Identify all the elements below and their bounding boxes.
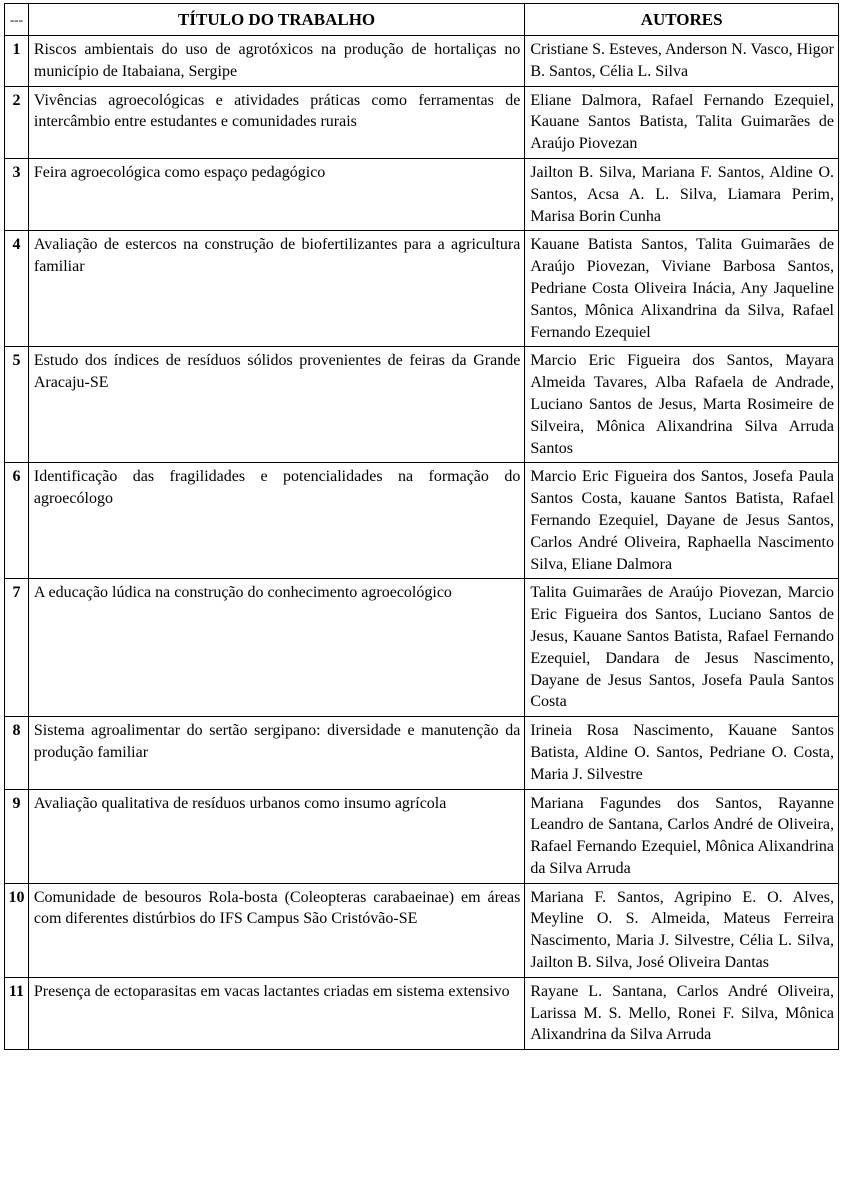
table-row (5, 158, 839, 230)
row-number: 10 (5, 883, 29, 977)
row-number: 6 (5, 463, 29, 579)
work-authors: Jailton B. Silva, Mariana F. Santos, Aldine O. Santos, Acsa A. L. Silva, Liamara Perim, Marisa Borin Cunha (525, 158, 839, 230)
row-number: 4 (5, 231, 29, 347)
work-authors: Talita Guimarães de Araújo Piovezan, Marcio Eric Figueira dos Santos, Luciano Santos de Jesus, Kauane Santos Batista, Rafael Fernando Ezequiel, Dandara de Jesus Nascimento, Dayane de Jesus Santos, Josefa Paula Santos Costa (525, 579, 839, 717)
table-row (5, 231, 839, 347)
header-title: TÍTULO DO TRABALHO (28, 4, 524, 36)
work-title: Avaliação qualitativa de resíduos urbanos como insumo agrícola (28, 789, 524, 883)
work-title: Comunidade de besouros Rola-bosta (Coleopteras carabaeinae) em áreas com diferentes distúrbios do IFS Campus São Cristóvão-SE (28, 883, 524, 977)
row-number: 2 (5, 86, 29, 158)
work-title: Estudo dos índices de resíduos sólidos provenientes de feiras da Grande Aracaju-SE (28, 347, 524, 463)
table-row (5, 463, 839, 579)
work-authors: Cristiane S. Esteves, Anderson N. Vasco, Higor B. Santos, Célia L. Silva (525, 36, 839, 87)
table-header-row (5, 4, 839, 36)
header-authors: AUTORES (525, 4, 839, 36)
works-table (4, 3, 839, 1050)
work-authors: Eliane Dalmora, Rafael Fernando Ezequiel, Kauane Santos Batista, Talita Guimarães de Araújo Piovezan (525, 86, 839, 158)
table-row (5, 789, 839, 883)
header-number: --- (5, 4, 29, 36)
work-authors: Rayane L. Santana, Carlos André Oliveira, Larissa M. S. Mello, Ronei F. Silva, Mônica Alixandrina da Silva Arruda (525, 977, 839, 1049)
work-title: Feira agroecológica como espaço pedagógico (28, 158, 524, 230)
table-row (5, 347, 839, 463)
table-row (5, 717, 839, 789)
row-number: 1 (5, 36, 29, 87)
table-row (5, 579, 839, 717)
table-row (5, 86, 839, 158)
work-authors: Marcio Eric Figueira dos Santos, Josefa Paula Santos Costa, kauane Santos Batista, Rafael Fernando Ezequiel, Dayane de Jesus Santos, Carlos André Oliveira, Raphaella Nascimento Silva, Eliane Dalmora (525, 463, 839, 579)
work-authors: Mariana Fagundes dos Santos, Rayanne Leandro de Santana, Carlos André de Oliveira, Rafael Fernando Ezequiel, Mônica Alixandrina da Silva Arruda (525, 789, 839, 883)
work-title: Riscos ambientais do uso de agrotóxicos na produção de hortaliças no município de Itabaiana, Sergipe (28, 36, 524, 87)
work-title: Vivências agroecológicas e atividades práticas como ferramentas de intercâmbio entre estudantes e comunidades rurais (28, 86, 524, 158)
work-title: Avaliação de estercos na construção de biofertilizantes para a agricultura familiar (28, 231, 524, 347)
work-authors: Kauane Batista Santos, Talita Guimarães de Araújo Piovezan, Viviane Barbosa Santos, Pedriane Costa Oliveira Inácia, Any Jaqueline Santos, Mônica Alixandrina da Silva, Rafael Fernando Ezequiel (525, 231, 839, 347)
row-number: 7 (5, 579, 29, 717)
work-title: Identificação das fragilidades e potencialidades na formação do agroecólogo (28, 463, 524, 579)
row-number: 8 (5, 717, 29, 789)
work-title: Sistema agroalimentar do sertão sergipano: diversidade e manutenção da produção familiar (28, 717, 524, 789)
table-row (5, 883, 839, 977)
row-number: 9 (5, 789, 29, 883)
table-row (5, 977, 839, 1049)
row-number: 5 (5, 347, 29, 463)
work-title: Presença de ectoparasitas em vacas lactantes criadas em sistema extensivo (28, 977, 524, 1049)
work-title: A educação lúdica na construção do conhecimento agroecológico (28, 579, 524, 717)
work-authors: Mariana F. Santos, Agripino E. O. Alves, Meyline O. S. Almeida, Mateus Ferreira Nascimento, Maria J. Silvestre, Célia L. Silva, Jailton B. Silva, José Oliveira Dantas (525, 883, 839, 977)
work-authors: Marcio Eric Figueira dos Santos, Mayara Almeida Tavares, Alba Rafaela de Andrade, Luciano Santos de Jesus, Marta Rosimeire de Silveira, Mônica Alixandrina Silva Arruda Santos (525, 347, 839, 463)
row-number: 3 (5, 158, 29, 230)
row-number: 11 (5, 977, 29, 1049)
table-row (5, 36, 839, 87)
work-authors: Irineia Rosa Nascimento, Kauane Santos Batista, Aldine O. Santos, Pedriane O. Costa, Maria J. Silvestre (525, 717, 839, 789)
